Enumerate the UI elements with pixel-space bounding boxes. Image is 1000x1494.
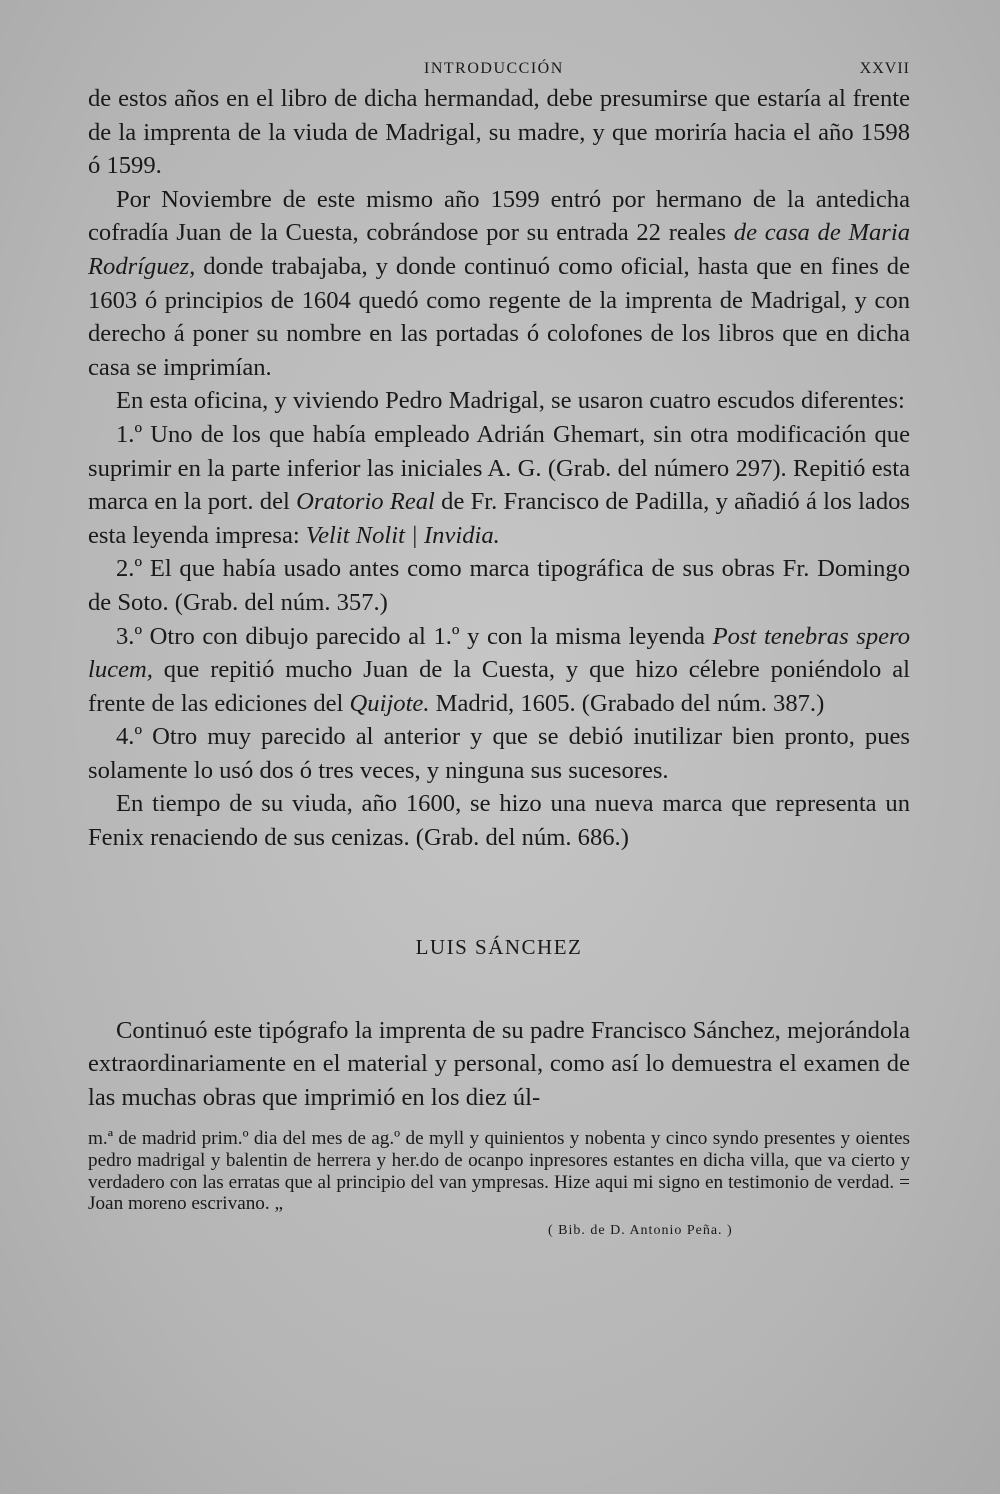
section-paragraph: Continuó este tipógrafo la imprenta de su padre Francisco Sánchez, mejorándola extraordinariamente en el material y personal, como así lo demuestra el examen de las muchas obras que imprimió en los diez úl- bbox=[88, 1016, 910, 1111]
footnote-text: m.ª de madrid prim.º dia del mes de ag.º de myll y quinientos y nobenta y cinco syndo presentes y oientes pedro madrigal y balentin de herrera y her.do de ocanpo inpresores estantes en dicha villa, que va cierto y verdadero con las erratas que al principio del van ympresas. Hize aqui mi signo en testimonio de verdad. = Joan moreno escrivano. „ bbox=[88, 1128, 910, 1215]
paragraph-4-italic-title: Oratorio Real bbox=[296, 488, 435, 516]
footnote-source: ( Bib. de D. Antonio Peña. ) bbox=[548, 1222, 733, 1238]
paragraph-6-text-mid: que repitió mucho Juan de la Cuesta, y que hizo célebre poniéndolo al frente de las ediciones del bbox=[88, 656, 910, 717]
paragraph-4 bbox=[88, 418, 910, 552]
paragraph-1: de estos años en el libro de dicha hermandad, debe presumirse que estaría al frente de la imprenta de la viuda de Madrigal, su madre, y que moriría hacia el año 1598 ó 1599. bbox=[88, 85, 910, 180]
paragraph-7: 4.º Otro muy parecido al anterior y que se debió inutilizar bien pronto, pues solamente lo usó dos ó tres veces, y ninguna sus sucesores. bbox=[88, 723, 910, 784]
section-heading: LUIS SÁNCHEZ bbox=[415, 934, 583, 959]
main-text bbox=[88, 82, 910, 1114]
paragraph-6-italic-legend: Post tenebras spero lucem, bbox=[88, 622, 910, 684]
paragraph-4-italic-legend: Velit Nolit | Invidia. bbox=[305, 521, 500, 549]
page-number: XXVII bbox=[859, 60, 910, 77]
book-page bbox=[88, 60, 910, 1239]
paragraph-6-text-end: Madrid, 1605. (Grabado del núm. 387.) bbox=[429, 689, 825, 717]
paragraph-6-italic-title: Quijote. bbox=[349, 689, 430, 717]
paragraph-6-text: 3.º Otro con dibujo parecido al 1.º y con la misma leyenda bbox=[116, 622, 713, 650]
paragraph-6 bbox=[88, 620, 910, 721]
paragraph-2-text: Por Noviembre de este mismo año 1599 entró por hermano de la antedicha cofradía Juan de la Cuesta, cobrándose por su entrada 22 reales bbox=[88, 185, 910, 247]
paragraph-4-text-mid: de Fr. Francisco de Padilla, y añadió á los lados esta leyenda impresa: bbox=[88, 488, 910, 549]
paragraph-3: En esta oficina, y viviendo Pedro Madrigal, se usaron cuatro escudos diferentes: bbox=[116, 387, 905, 415]
paragraph-2-text-end: donde trabajaba, y donde continuó como oficial, hasta que en fines de 1603 ó principios de 1604 quedó como regente de la imprenta de Madrigal, y con derecho á poner su nombre en las portadas ó colofones de los libros que en dicha casa se imprimían. bbox=[88, 252, 910, 381]
running-head-title: INTRODUCCIÓN bbox=[424, 60, 564, 77]
paragraph-5: 2.º El que había usado antes como marca tipográfica de sus obras Fr. Domingo de Soto. (Grab. del núm. 357.) bbox=[88, 555, 910, 616]
paragraph-2-italic: de casa de Maria Rodríguez, bbox=[88, 219, 910, 280]
running-head bbox=[88, 60, 910, 78]
footnote bbox=[88, 1128, 910, 1238]
paragraph-4-text: 1.º Uno de los que había empleado Adrián Ghemart, sin otra modificación que suprimir en la parte inferior las iniciales A. G. (Grab. del número 297). Repitió esta marca en la port. del bbox=[88, 420, 910, 516]
paragraph-2 bbox=[88, 183, 910, 385]
paragraph-8: En tiempo de su viuda, año 1600, se hizo una nueva marca que representa un Fenix renaciendo de sus cenizas. (Grab. del núm. 686.) bbox=[88, 790, 910, 852]
